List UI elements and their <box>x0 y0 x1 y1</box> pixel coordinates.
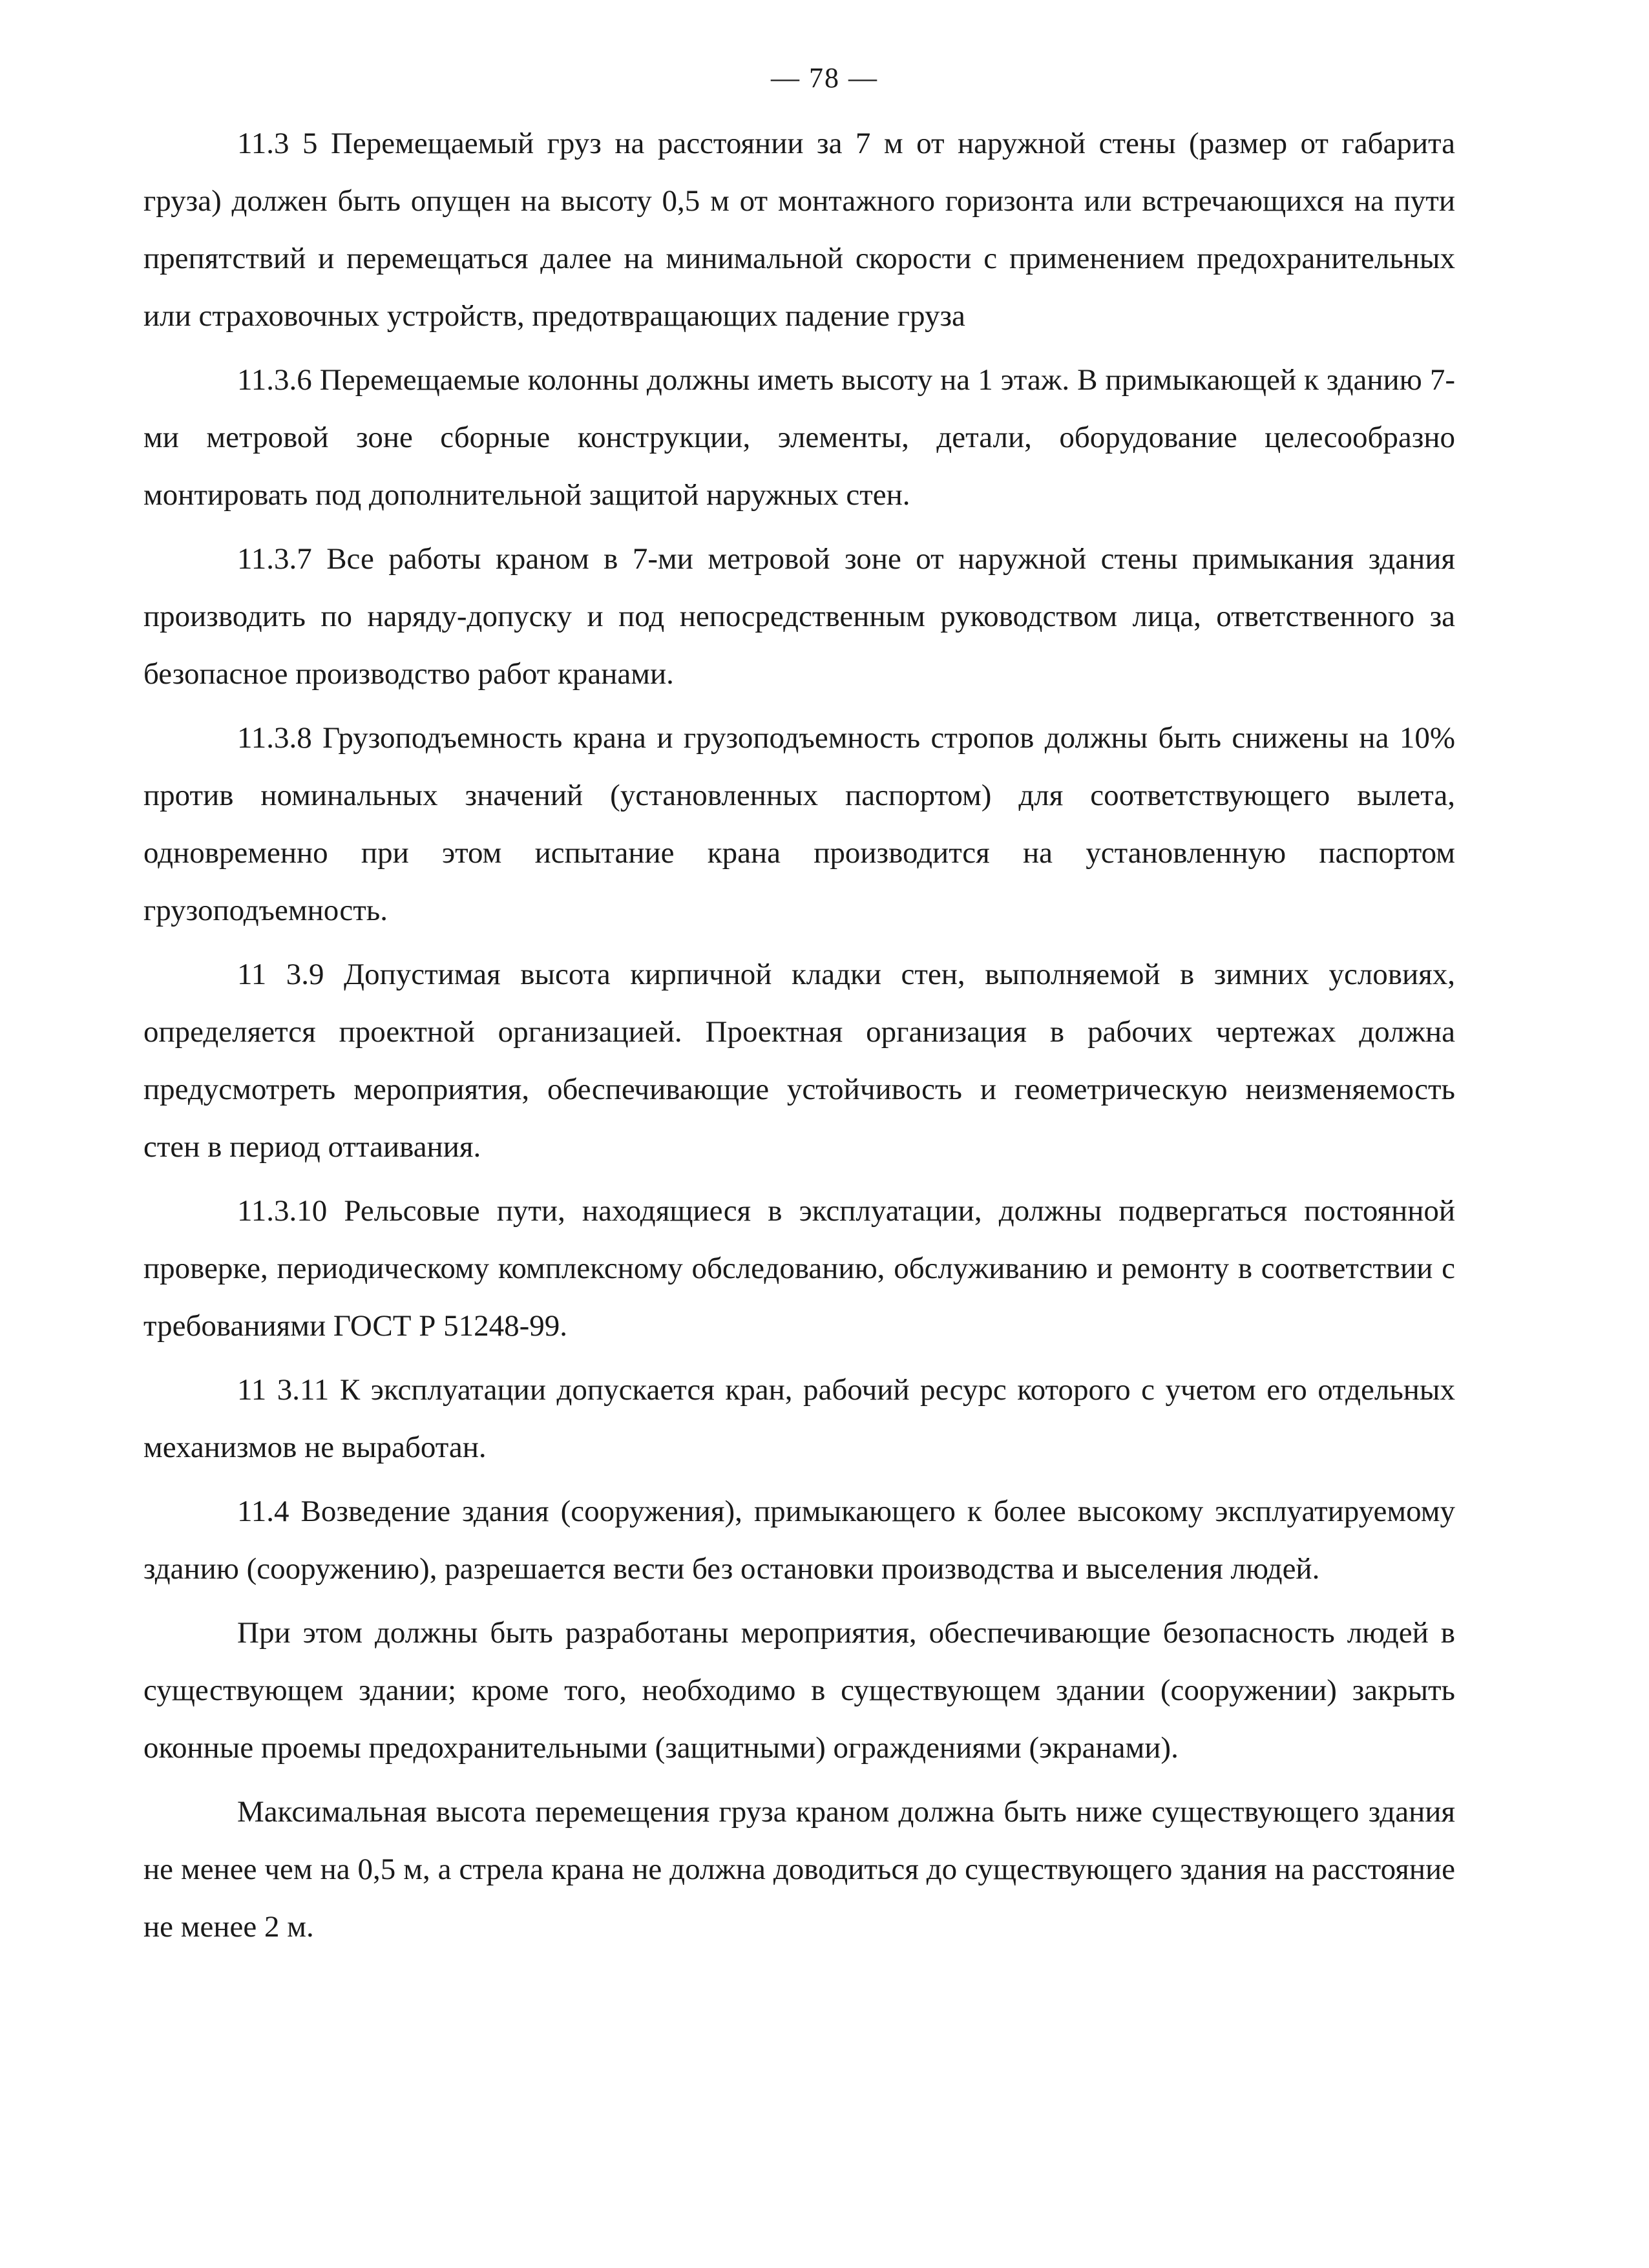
paragraph-11-3-11: 11 3.11 К эксплуатации допускается кран, рабочий ресурс которого с учетом его отдельных механизмов не выработан. <box>143 1373 1455 1464</box>
document-body <box>143 115 1455 1962</box>
paragraph-safety-measures: При этом должны быть разработаны мероприятия, обеспечивающие безопасность людей в существующем здании; кроме того, необходимо в существующем здании (сооружении) закрыть оконные проемы предохранительными (защитными) ограждениями (экранами). <box>143 1616 1455 1765</box>
paragraph-11-3-5: 11.3 5 Перемещаемый груз на расстоянии за 7 м от наружной стены (размер от габарита груза) должен быть опущен на высоту 0,5 м от монтажного горизонта или встречающихся на пути препятствий и перемещаться далее на минимальной скорости с применением предохранительных или страховочных устройств, предотвращающих падение груза <box>143 127 1455 333</box>
paragraph-11-4: 11.4 Возведение здания (сооружения), примыкающего к более высокому эксплуатируемому зданию (сооружению), разрешается вести без остановки производства и выселения людей. <box>143 1495 1455 1586</box>
paragraph-11-3-8: 11.3.8 Грузоподъемность крана и грузоподъемность стропов должны быть снижены на 10% против номинальных значений (установленных паспортом) для соответствующего вылета, одновременно при этом испытание крана производится на установленную паспортом грузоподъемность. <box>143 721 1455 927</box>
paragraph-11-3-9: 11 3.9 Допустимая высота кирпичной кладки стен, выполняемой в зимних условиях, определяется проектной организацией. Проектная организация в рабочих чертежах должна предусмотреть мероприятия, обеспечивающие устойчивость и геометрическую неизменяемость стен в период оттаивания. <box>143 958 1455 1164</box>
paragraph-11-3-7: 11.3.7 Все работы краном в 7-ми метровой зоне от наружной стены примыкания здания производить по наряду-допуску и под непосредственным руководством лица, ответственного за безопасное производство работ кранами. <box>143 542 1455 691</box>
paragraph-11-3-10: 11.3.10 Рельсовые пути, находящиеся в эксплуатации, должны подвергаться постоянной проверке, периодическому комплексному обследованию, обслуживанию и ремонту в соответствии с требованиями ГОСТ Р 51248-99. <box>143 1194 1455 1343</box>
page-number: — 78 — <box>771 62 878 94</box>
paragraph-11-3-6: 11.3.6 Перемещаемые колонны должны иметь высоту на 1 этаж. В примыкающей к зданию 7-ми метровой зоне сборные конструкции, элементы, детали, оборудование целесообразно монтировать под дополнительной защитой наружных стен. <box>143 363 1455 512</box>
paragraph-max-height: Максимальная высота перемещения груза краном должна быть ниже существующего здания не менее чем на 0,5 м, а стрела крана не должна доводиться до существующего здания на расстояние не менее 2 м. <box>143 1795 1455 1944</box>
